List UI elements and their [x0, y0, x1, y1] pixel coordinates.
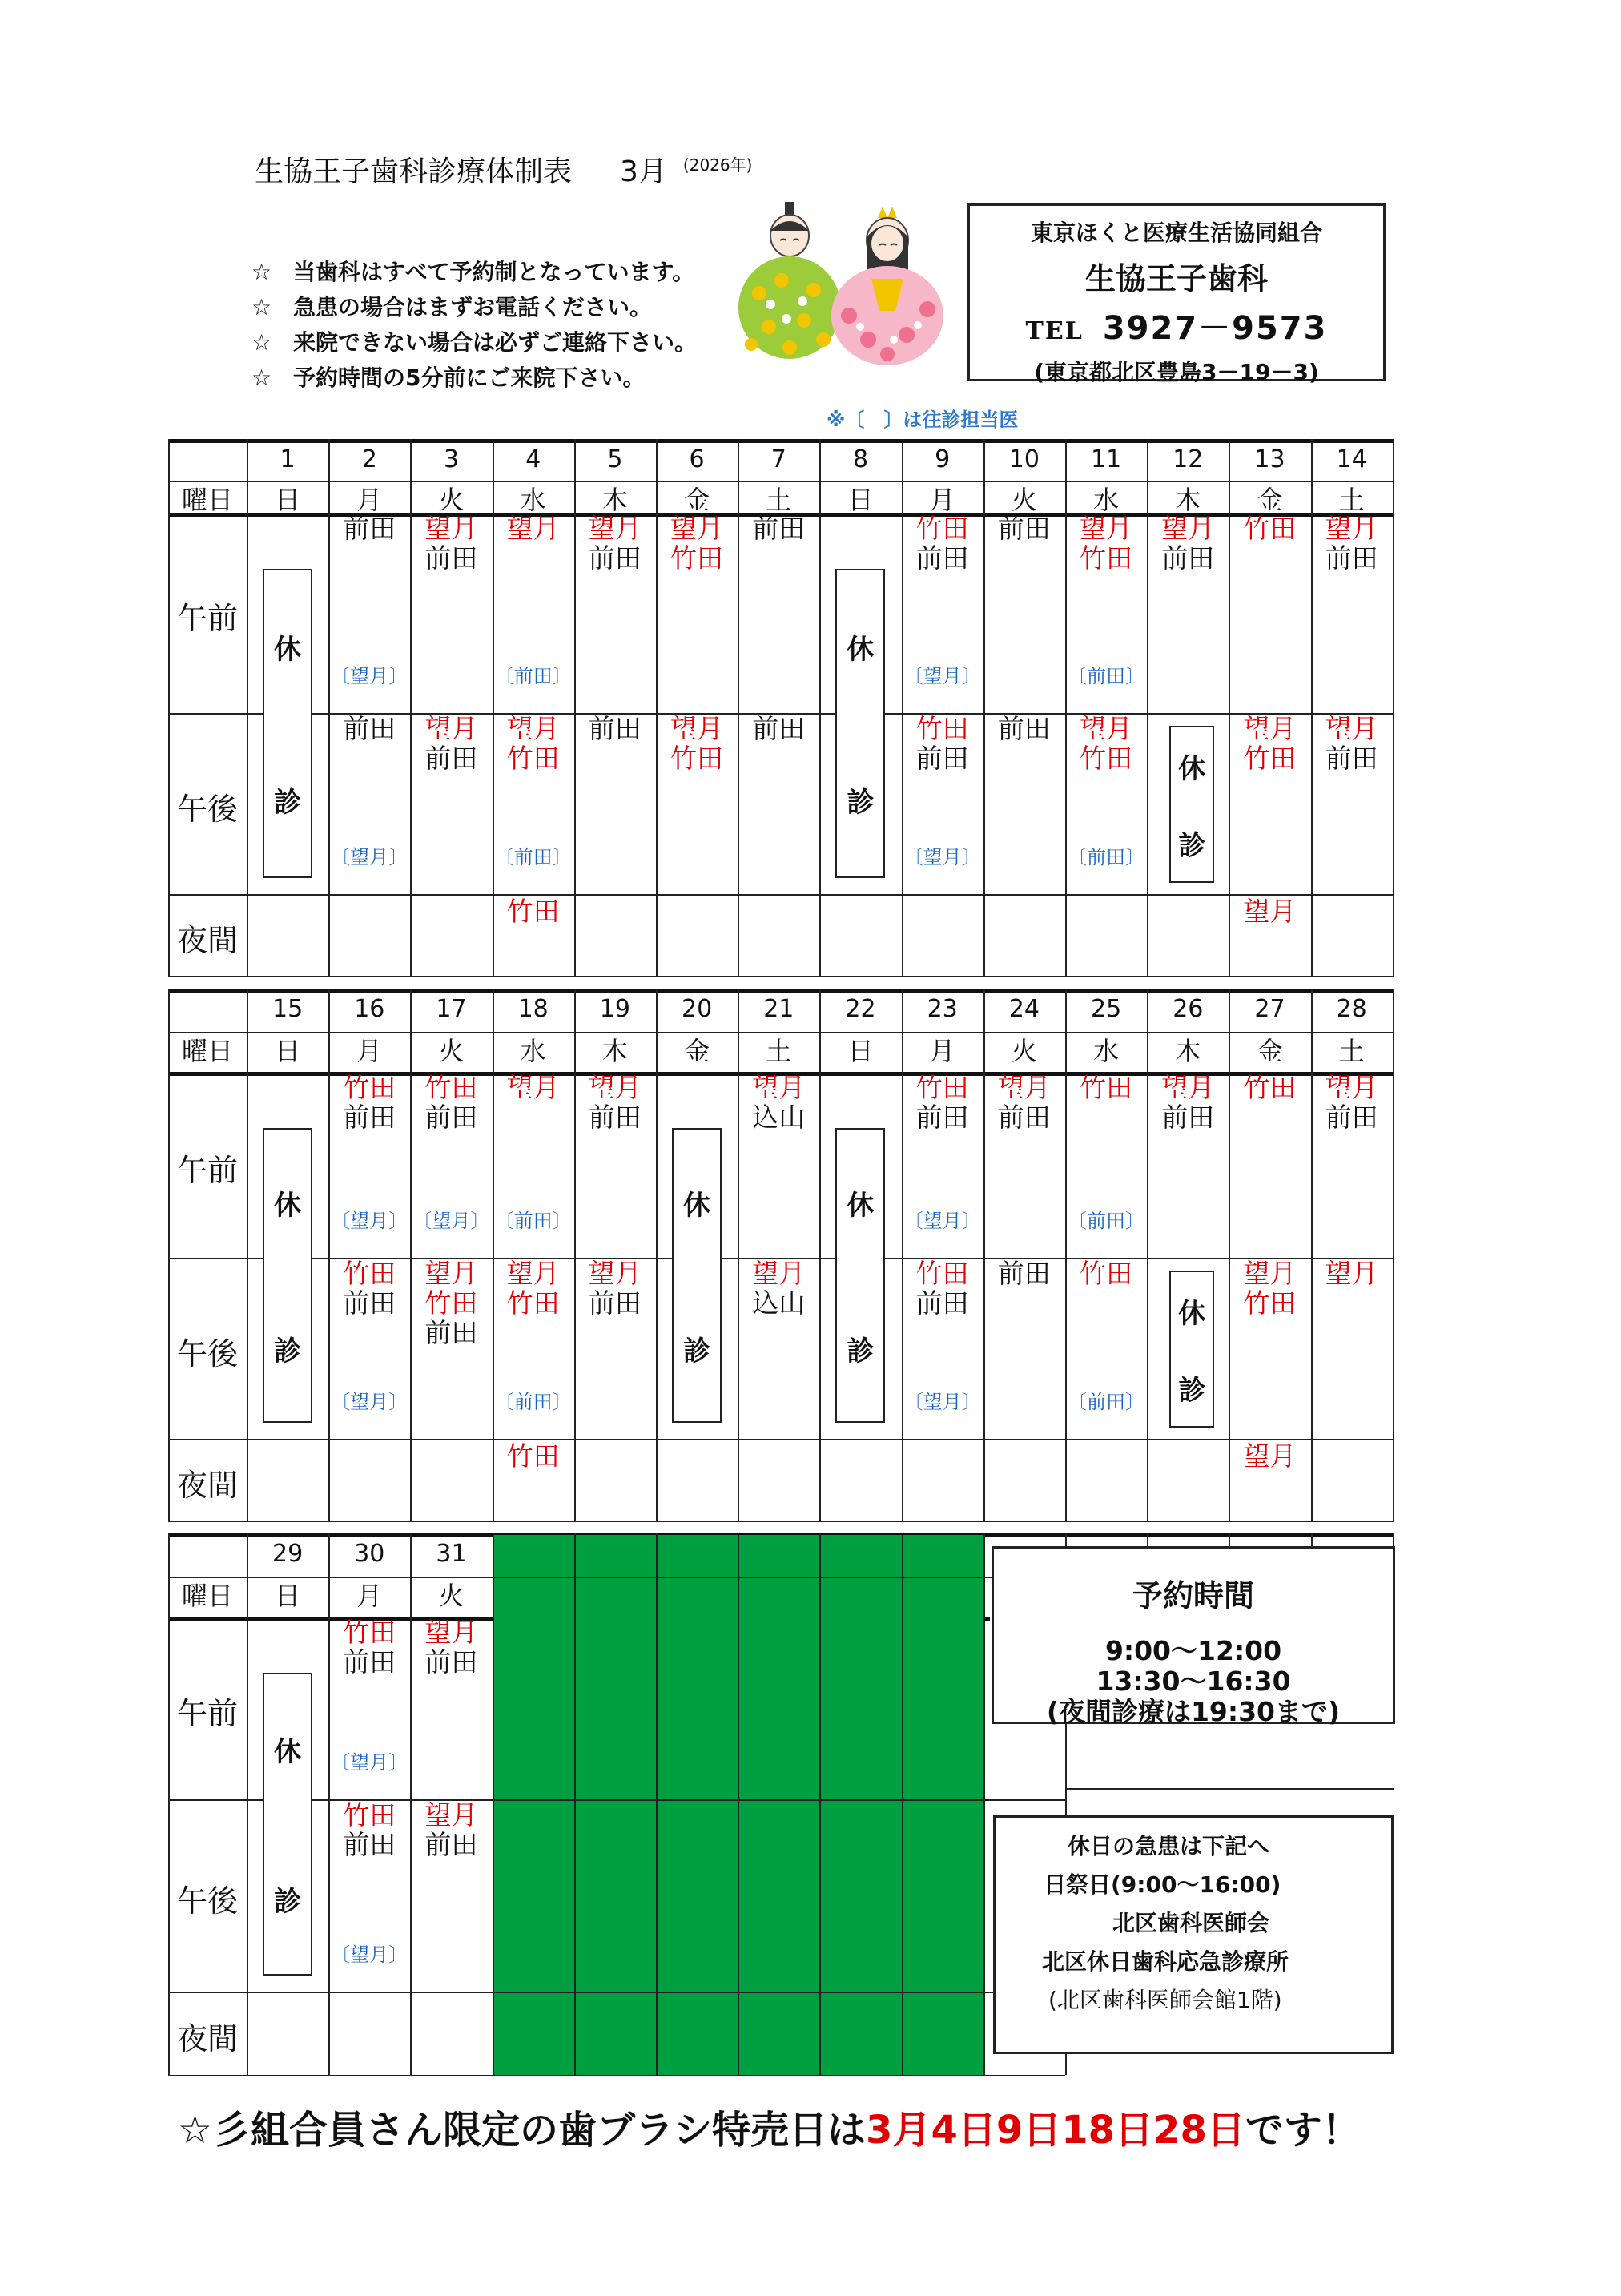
- closed-marker: [1169, 726, 1214, 883]
- doctor-name: 前田: [343, 1829, 396, 1860]
- weekday: 月: [356, 1036, 383, 1066]
- reservation-line: 9:00〜12:00: [1104, 1635, 1282, 1666]
- reservation-hours-box: [992, 1546, 1395, 1727]
- doctor-name: 竹田: [506, 743, 560, 774]
- closed-char: 診: [274, 1886, 301, 1918]
- doctor-name: 竹田: [1243, 1072, 1297, 1103]
- grid-line: [493, 1799, 983, 1801]
- weekday: 金: [1257, 1036, 1283, 1066]
- day-number: 19: [599, 995, 630, 1023]
- doctor-name: 望月: [752, 1258, 806, 1289]
- doctor-name: 望月: [1080, 513, 1132, 544]
- star-icon: ☆: [251, 365, 272, 391]
- notice-item: ☆ 予約時間の5分前にご来院下さい。: [251, 361, 697, 396]
- closed-marker: [263, 1673, 312, 1976]
- grid-line: [819, 1533, 821, 2075]
- visit-doctor: 〔望月〕: [903, 1391, 981, 1413]
- grid-line: [493, 1992, 983, 1993]
- weekday: 火: [1011, 485, 1037, 515]
- visit-doctor: 〔望月〕: [331, 665, 408, 687]
- doctor-name: 望月: [588, 513, 642, 544]
- doctor-name: 望月: [506, 1258, 560, 1289]
- visit-doctor: 〔前田〕: [1068, 846, 1144, 868]
- grid-line: [168, 1439, 1394, 1440]
- title-year: (2026年): [682, 155, 753, 175]
- doctor-name: 望月: [1080, 713, 1132, 744]
- doctor-name: 竹田: [670, 743, 723, 774]
- day-number: 31: [436, 1540, 467, 1568]
- doctor-name: 望月: [506, 513, 560, 544]
- doctor-name: 前田: [424, 542, 478, 574]
- visit-doctor: 〔前田〕: [494, 665, 572, 687]
- visit-doctor: 〔前田〕: [494, 1391, 572, 1413]
- day-number: 22: [845, 995, 876, 1023]
- doctor-name: 望月: [1325, 513, 1378, 544]
- doctor-name: 望月: [1161, 513, 1215, 544]
- visit-doctor: 〔前田〕: [494, 1210, 572, 1232]
- doctor-name: 前田: [588, 1102, 642, 1133]
- visit-doctor: 〔前田〕: [1068, 1210, 1144, 1232]
- doctor-name: 竹田: [1080, 1258, 1132, 1289]
- doctor-name: 込山: [752, 1287, 806, 1319]
- doctor-name: 前田: [343, 1102, 396, 1133]
- weekday: 日: [275, 1581, 301, 1611]
- weekday: 水: [520, 1036, 546, 1066]
- closed-marker: [835, 569, 885, 878]
- holiday-emergency-box: [993, 1815, 1394, 2054]
- grid-line: [1393, 439, 1394, 976]
- grid-line: [168, 976, 1394, 977]
- day-number: 12: [1173, 445, 1204, 473]
- doctor-name: 前田: [588, 1287, 642, 1319]
- day-number: 30: [354, 1540, 385, 1568]
- day-number: 29: [272, 1540, 304, 1568]
- day-number: 23: [927, 995, 958, 1023]
- day-number: 10: [1008, 445, 1040, 473]
- closed-char: 休: [847, 1189, 875, 1222]
- weekday: 土: [1338, 485, 1365, 515]
- weekday: 月: [929, 485, 955, 515]
- weekday: 火: [438, 485, 465, 515]
- footer-suffix: です！: [1245, 2108, 1361, 2153]
- doctor-name: 前田: [1325, 1102, 1378, 1133]
- closed-char: 休: [1178, 752, 1206, 785]
- title-text: 生協王子歯科診療体制表: [255, 155, 573, 188]
- doctor-name: 望月: [506, 713, 560, 744]
- closed-char: 休: [1178, 1297, 1206, 1330]
- grid-line: [168, 1521, 1394, 1522]
- visit-doctor: 〔望月〕: [903, 665, 981, 687]
- day-number: 20: [682, 995, 713, 1023]
- doctor-name: 望月: [1243, 1258, 1297, 1289]
- row-label-am: 午前: [176, 1153, 238, 1188]
- doctor-name: 前田: [752, 513, 806, 544]
- weekday: 土: [766, 1036, 792, 1066]
- doctor-name: 望月: [997, 1072, 1051, 1103]
- row-label-pm: 午後: [176, 792, 238, 827]
- doctor-name: 竹田: [1243, 743, 1297, 774]
- notice-item: ☆ 急患の場合はまずお電話ください。: [251, 290, 697, 325]
- doctor-name: 望月: [424, 1258, 478, 1289]
- day-number: 28: [1336, 995, 1367, 1023]
- closed-char: 診: [274, 787, 301, 819]
- weekday-label: 曜日: [181, 485, 233, 515]
- visit-doctor: 〔望月〕: [903, 846, 981, 868]
- row-label-night: 夜間: [176, 2021, 238, 2056]
- weekday: 水: [1093, 485, 1120, 515]
- doctor-name: 望月: [1243, 896, 1297, 927]
- holiday-line: 北区歯科医師会: [1112, 1910, 1270, 1936]
- weekday: 日: [275, 1036, 301, 1066]
- row-label-pm: 午後: [176, 1883, 238, 1919]
- doctor-name: 望月: [588, 1258, 642, 1289]
- doctor-name: 望月: [588, 1072, 642, 1103]
- doctor-name: 前田: [915, 1287, 969, 1319]
- doctor-name: 前田: [1161, 1102, 1215, 1133]
- day-number: 9: [935, 445, 951, 473]
- visit-doctor: 〔望月〕: [903, 1210, 981, 1232]
- row-label-pm: 午後: [176, 1336, 238, 1372]
- doctor-name: 竹田: [506, 1287, 560, 1319]
- doctor-name: 前田: [343, 513, 396, 544]
- visit-doctor: 〔前田〕: [1068, 1391, 1144, 1413]
- row-label-night: 夜間: [176, 923, 238, 958]
- visit-doctor: 〔望月〕: [412, 1210, 490, 1232]
- day-number: 17: [436, 995, 467, 1023]
- doctor-name: 竹田: [1080, 1072, 1132, 1103]
- doctor-name: 竹田: [915, 1072, 969, 1103]
- weekday: 木: [1175, 485, 1201, 515]
- closed-marker: [263, 569, 312, 878]
- doctor-name: 竹田: [506, 1440, 560, 1472]
- doctor-name: 竹田: [1243, 513, 1297, 544]
- doctor-name: 前田: [424, 1646, 478, 1678]
- grid-line: [819, 439, 821, 976]
- doctor-name: 望月: [424, 713, 478, 744]
- weekday-label: 曜日: [181, 1036, 233, 1066]
- doctor-name: 竹田: [343, 1072, 396, 1103]
- closed-char: 休: [274, 634, 301, 666]
- doctor-name: 望月: [670, 713, 723, 744]
- day-number: 15: [272, 995, 304, 1023]
- reservation-line: (夜間診療は19:30まで): [1046, 1696, 1341, 1727]
- doctor-name: 前田: [1325, 542, 1378, 574]
- row-label-am: 午前: [176, 1696, 238, 1731]
- star-icon: ☆: [251, 294, 272, 320]
- doctor-name: 前田: [752, 713, 806, 744]
- grid-line: [656, 1533, 658, 2075]
- weekday: 火: [1011, 1036, 1037, 1066]
- grid-line: [493, 1577, 983, 1578]
- weekday: 日: [847, 1036, 874, 1066]
- visit-doctor: 〔望月〕: [331, 1210, 408, 1232]
- grid-line: [1393, 989, 1394, 1521]
- footer-prefix: ☆彡組合員さん限定の歯ブラシ特売日は: [178, 2108, 867, 2153]
- holiday-line: 北区休日歯科応急診療所: [1042, 1948, 1289, 1975]
- doctor-name: 竹田: [424, 1287, 478, 1319]
- star-icon: ☆: [251, 329, 272, 356]
- grid-line: [574, 1533, 576, 2075]
- weekday: 火: [438, 1036, 465, 1066]
- day-number: 26: [1173, 995, 1204, 1023]
- doctor-name: 竹田: [343, 1617, 396, 1648]
- doctor-name: 望月: [752, 1072, 806, 1103]
- grid-line: [738, 1533, 739, 2075]
- closed-char: 診: [1178, 829, 1206, 862]
- doctor-name: 竹田: [424, 1072, 478, 1103]
- tel-label: TEL: [1025, 317, 1084, 345]
- doctor-name: 望月: [1243, 713, 1297, 744]
- closed-char: 診: [683, 1335, 710, 1368]
- closed-char: 休: [274, 1736, 301, 1768]
- day-number: 24: [1008, 995, 1040, 1023]
- day-number: 6: [689, 445, 705, 473]
- doctor-name: 竹田: [1080, 542, 1132, 574]
- doctor-name: 竹田: [1243, 1287, 1297, 1319]
- notice-item: ☆ 来院できない場合は必ずご連絡下さい。: [251, 325, 697, 361]
- footer-sale-notice: [178, 2099, 1361, 2154]
- grid-line: [1065, 1788, 1394, 1790]
- doctor-name: 前田: [343, 1646, 396, 1678]
- day-number: 21: [763, 995, 794, 1023]
- star-icon: ☆: [251, 259, 272, 285]
- reservation-heading: 予約時間: [1132, 1578, 1254, 1613]
- coop-name: 東京ほくと医療生活協同組合: [1030, 220, 1322, 246]
- doctor-name: 前田: [997, 713, 1051, 744]
- day-number: 1: [280, 445, 296, 473]
- doctor-name: 望月: [1325, 713, 1378, 744]
- doctor-name: 前田: [424, 1102, 478, 1133]
- doctor-name: 前田: [343, 1287, 396, 1319]
- doctor-name: 前田: [588, 542, 642, 574]
- closed-char: 休: [847, 634, 875, 666]
- footer-dates: 3月4日9日18日28日: [866, 2108, 1245, 2153]
- doctor-name: 前田: [1161, 542, 1215, 574]
- doctor-name: 前田: [997, 1258, 1051, 1289]
- weekday: 月: [929, 1036, 955, 1066]
- weekday: 金: [1257, 485, 1283, 515]
- title-month: 3月: [620, 155, 667, 188]
- weekday: 月: [356, 485, 383, 515]
- closed-marker: [672, 1128, 722, 1423]
- day-number: 13: [1254, 445, 1285, 473]
- clinic-name: 生協王子歯科: [1084, 261, 1268, 296]
- day-number: 11: [1091, 445, 1122, 473]
- day-number: 5: [607, 445, 623, 473]
- visit-doctor: 〔望月〕: [331, 846, 408, 868]
- doctor-name: 竹田: [506, 896, 560, 927]
- weekday: 月: [356, 1581, 383, 1611]
- grid-line: [902, 1533, 903, 2075]
- holiday-line: (北区歯科医師会館1階): [1048, 1987, 1282, 2013]
- doctor-name: 望月: [424, 1799, 478, 1831]
- weekday: 金: [684, 1036, 710, 1066]
- weekday: 木: [601, 485, 628, 515]
- doctor-name: 前田: [997, 1102, 1051, 1133]
- doctor-name: 竹田: [343, 1799, 396, 1831]
- doctor-name: 竹田: [343, 1258, 396, 1289]
- weekday: 土: [1338, 1036, 1365, 1066]
- doctor-name: 望月: [424, 1617, 478, 1648]
- weekday: 土: [766, 485, 792, 515]
- row-label-am: 午前: [176, 601, 238, 636]
- closed-char: 休: [274, 1189, 301, 1222]
- doctor-name: 竹田: [915, 713, 969, 744]
- grid-line: [168, 439, 170, 976]
- weekday: 日: [275, 485, 301, 515]
- weekday-label: 曜日: [181, 1581, 233, 1611]
- closed-char: 休: [683, 1189, 710, 1222]
- row-label-night: 夜間: [176, 1468, 238, 1503]
- doctor-name: 望月: [1161, 1072, 1215, 1103]
- closed-char: 診: [847, 1335, 875, 1368]
- tel-number: 3927－9573: [1102, 310, 1328, 347]
- visit-doctor: 〔望月〕: [331, 1751, 408, 1774]
- doctor-name: 前田: [424, 1829, 478, 1860]
- day-number: 27: [1254, 995, 1285, 1023]
- day-number: 7: [770, 445, 786, 473]
- reservation-line: 13:30〜16:30: [1096, 1666, 1291, 1697]
- closed-marker: [263, 1128, 312, 1423]
- visit-doctor: 〔前田〕: [1068, 665, 1144, 687]
- visit-doctor: 〔望月〕: [331, 1944, 408, 1966]
- weekday: 水: [1093, 1036, 1120, 1066]
- clinic-address: (東京都北区豊島3－19－3): [1034, 359, 1319, 385]
- holiday-line: 休日の急患は下記へ: [1068, 1833, 1270, 1859]
- day-number: 16: [354, 995, 385, 1023]
- doctor-name: 前田: [588, 713, 642, 744]
- day-number: 4: [525, 445, 541, 473]
- doctor-name: 竹田: [915, 1258, 969, 1289]
- doctor-name: 望月: [1325, 1072, 1378, 1103]
- closed-marker: [1169, 1271, 1214, 1428]
- doctor-name: 望月: [670, 513, 723, 544]
- doctor-name: 竹田: [670, 542, 723, 574]
- doctor-name: 前田: [424, 743, 478, 774]
- doctor-name: 前田: [343, 713, 396, 744]
- day-number: 3: [443, 445, 460, 473]
- visit-doctor: 〔望月〕: [331, 1391, 408, 1413]
- closed-char: 診: [847, 787, 875, 819]
- day-number: 18: [517, 995, 549, 1023]
- grid-line: [247, 439, 248, 976]
- notice-item: ☆ 当歯科はすべて予約制となっています。: [251, 255, 697, 290]
- closed-marker: [835, 1128, 885, 1423]
- grid-line: [168, 2075, 1065, 2076]
- doctor-name: 望月: [506, 1072, 560, 1103]
- doctor-name: 前田: [424, 1317, 478, 1348]
- holiday-line: 日祭日(9:00〜16:00): [1044, 1871, 1281, 1898]
- doctor-name: 前田: [915, 743, 969, 774]
- doctor-name: 前田: [997, 513, 1051, 544]
- doctor-name: 竹田: [1080, 743, 1132, 774]
- weekday: 火: [438, 1581, 465, 1611]
- doctor-name: 前田: [1325, 743, 1378, 774]
- weekday: 日: [847, 485, 874, 515]
- weekday: 木: [1175, 1036, 1201, 1066]
- day-number: 8: [852, 445, 869, 473]
- grid-line: [168, 894, 1394, 896]
- visit-doctor-note: ※〔 〕は往診担当医: [827, 409, 1019, 431]
- doctor-name: 望月: [424, 513, 478, 544]
- doctor-name: 前田: [915, 542, 969, 574]
- doctor-name: 込山: [752, 1102, 806, 1133]
- grid-line: [983, 1533, 985, 2075]
- doctor-name: 前田: [915, 1102, 969, 1133]
- doctor-name: 竹田: [915, 513, 969, 544]
- doctor-name: 望月: [1243, 1440, 1297, 1472]
- day-number: 14: [1336, 445, 1367, 473]
- closed-char: 診: [1178, 1374, 1206, 1407]
- weekday: 金: [684, 485, 710, 515]
- visit-doctor: 〔前田〕: [494, 846, 572, 868]
- weekday: 水: [520, 485, 546, 515]
- weekday: 木: [601, 1036, 628, 1066]
- doctor-name: 望月: [1325, 1258, 1378, 1289]
- day-number: 2: [361, 445, 377, 473]
- day-number: 25: [1091, 995, 1122, 1023]
- closed-char: 診: [274, 1335, 301, 1368]
